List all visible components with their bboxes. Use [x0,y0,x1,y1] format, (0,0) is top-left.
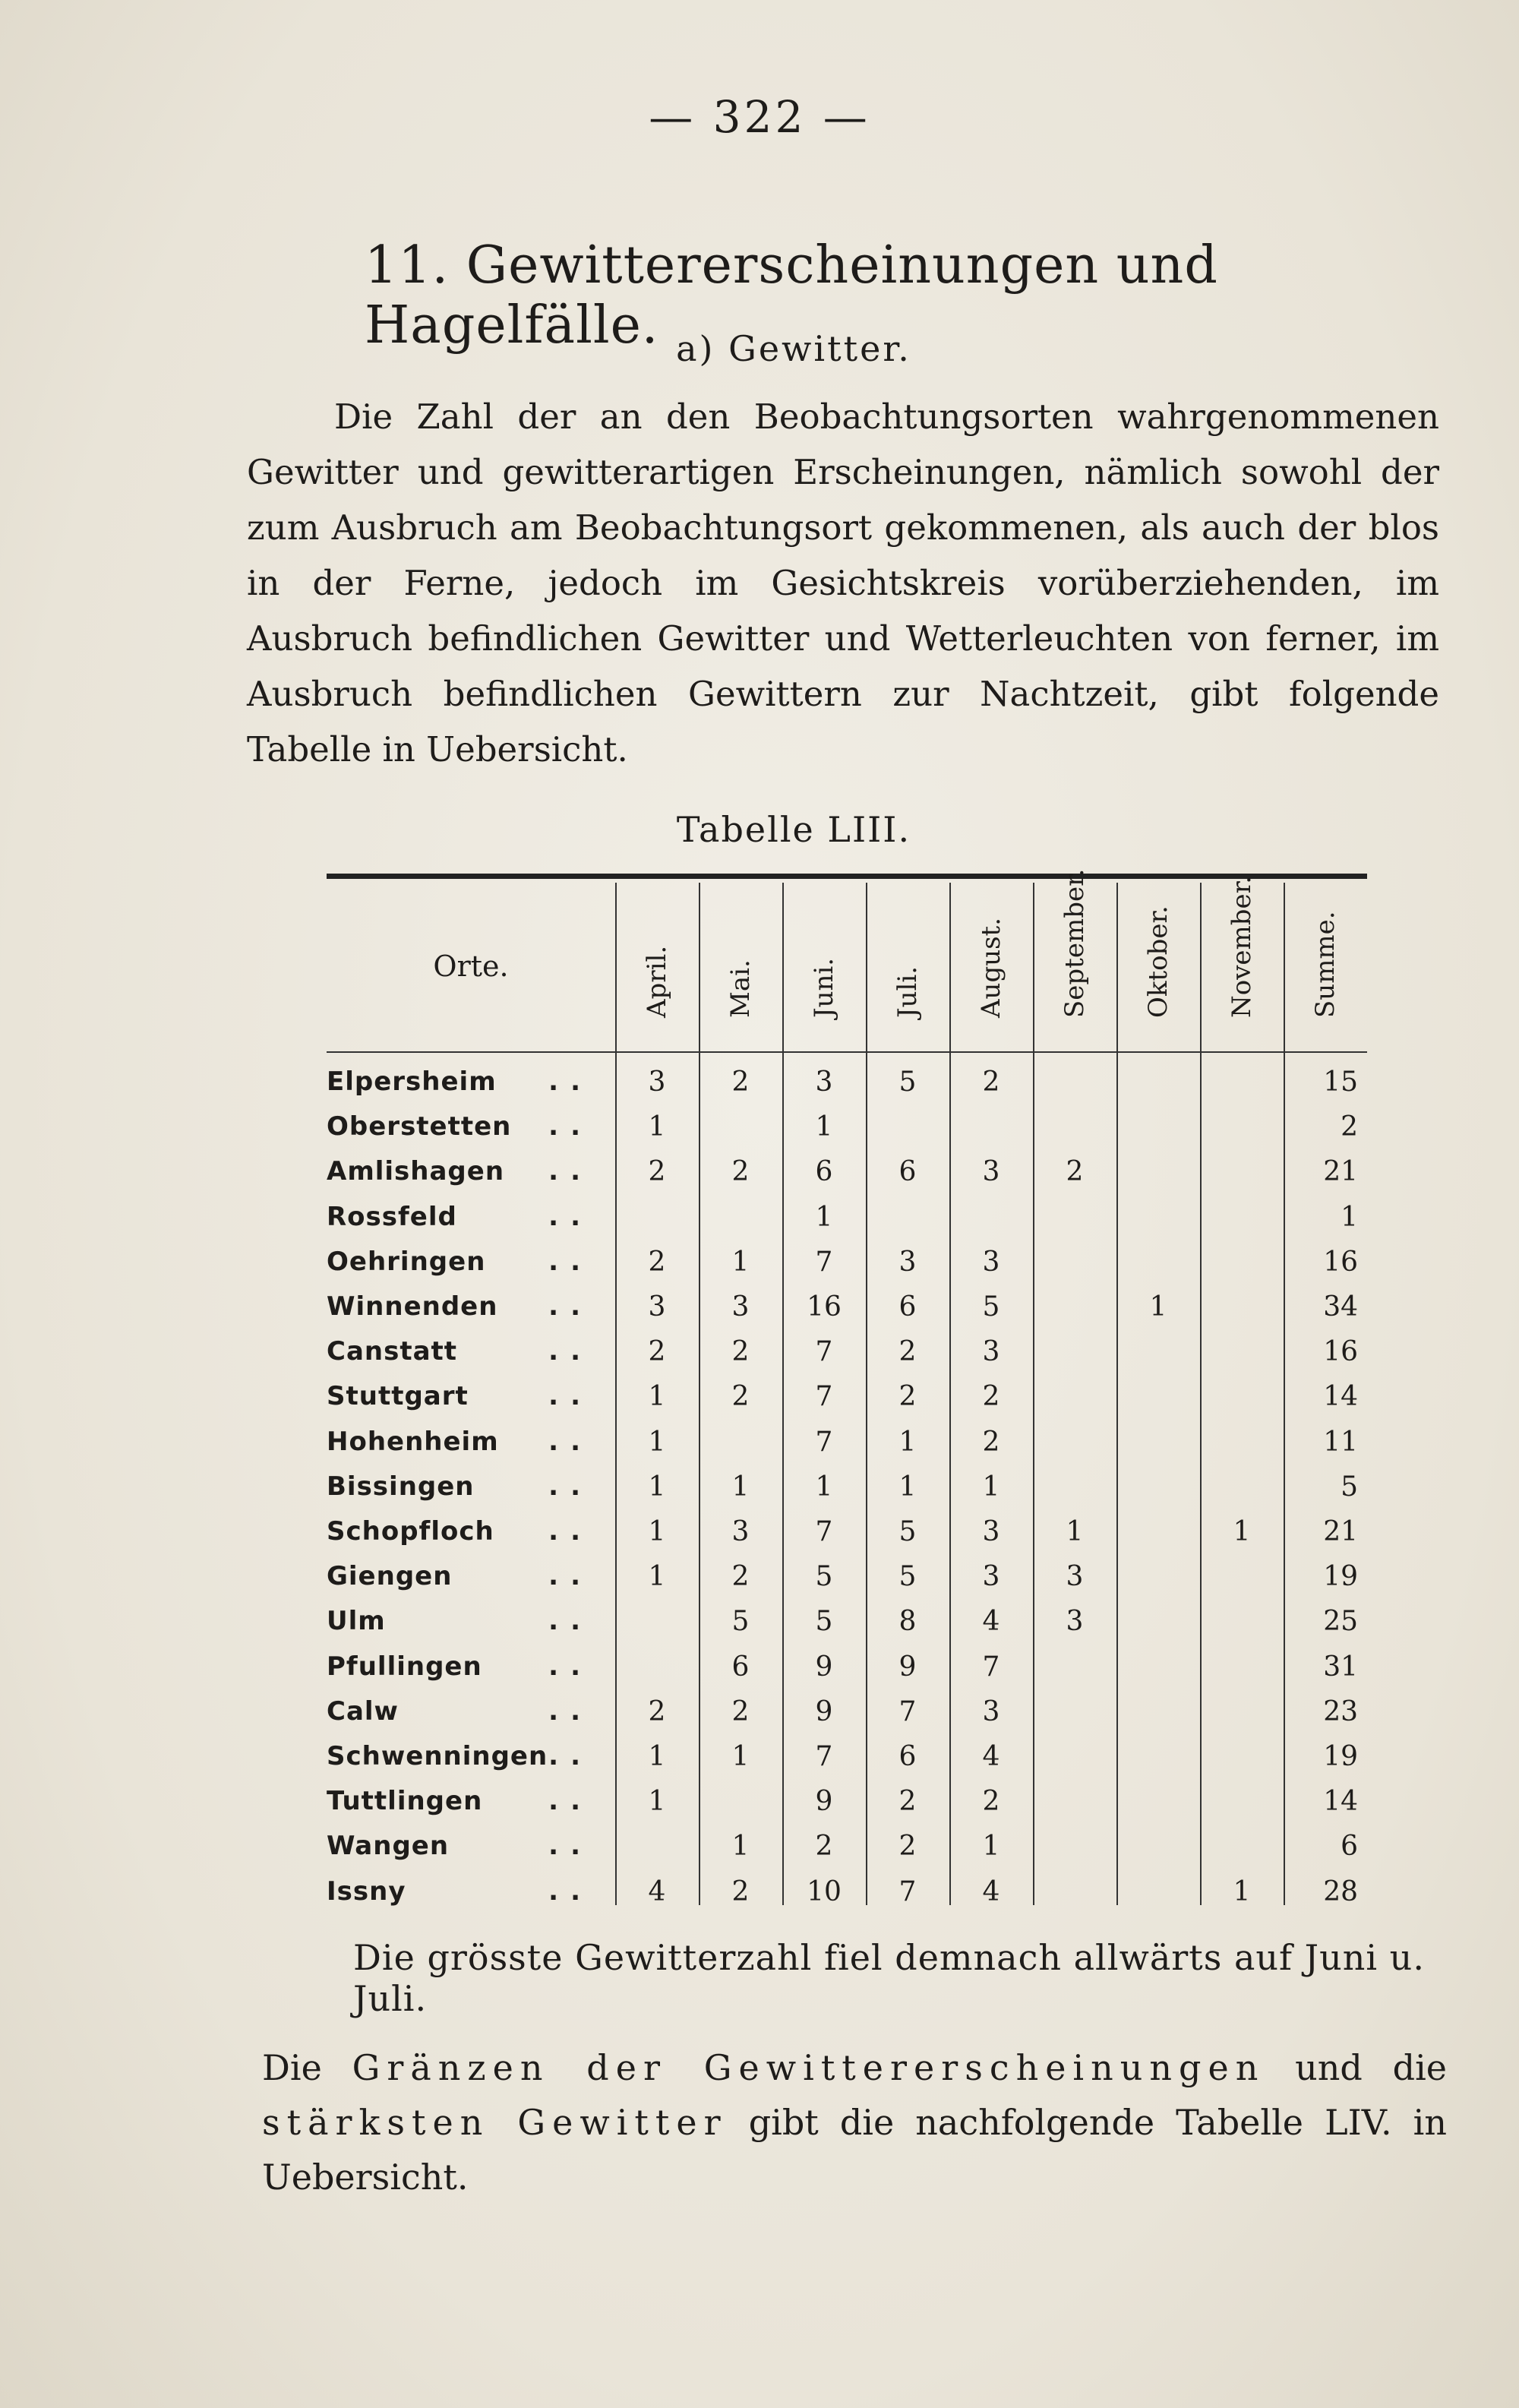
count-cell [1116,1329,1200,1374]
count-cell: 9 [815,1786,833,1818]
count-cell: 16 [807,1291,842,1323]
count-cell: 1 [1066,1516,1084,1547]
sum-cell: 34 [1323,1291,1358,1323]
table-row [327,1240,1367,1285]
month-label: November. [1227,876,1257,1018]
count-cell [1200,1195,1284,1240]
count-cell: 1 [648,1741,666,1772]
sum-cell: 14 [1323,1381,1358,1413]
count-cell: 4 [982,1741,1000,1772]
count-cell: 5 [731,1606,750,1638]
count-cell: 1 [1149,1291,1167,1323]
count-cell: 1 [648,1111,666,1143]
table-row [327,1149,1367,1194]
table-header-places: Orte. [433,950,509,983]
count-cell [1116,1509,1200,1554]
place-name [327,1734,615,1779]
place-name [327,1599,615,1644]
count-cell [1033,1465,1116,1509]
count-cell: 2 [731,1695,750,1727]
count-cell [1200,1420,1284,1465]
count-cell: 2 [898,1336,917,1368]
count-cell [1200,1554,1284,1599]
sum-cell: 21 [1323,1156,1358,1188]
count-cell [1200,1824,1284,1869]
count-cell: 1 [1233,1876,1251,1907]
leader-dots: .. [548,1516,592,1547]
count-cell: 4 [982,1606,1000,1638]
table-month-header [699,889,782,1048]
count-cell [615,1599,699,1644]
count-cell: 2 [898,1381,917,1413]
count-cell [1116,1689,1200,1734]
place-name [327,1060,615,1104]
count-cell: 6 [815,1156,833,1188]
leader-dots: .. [548,1156,592,1187]
count-cell: 2 [982,1067,1000,1098]
sum-cell: 23 [1323,1695,1358,1727]
leader-dots: .. [548,1786,592,1817]
table-month-header [1033,868,1116,1048]
count-cell [1033,1104,1116,1149]
count-cell: 3 [1066,1561,1084,1593]
count-cell: 2 [898,1786,917,1818]
count-cell: 2 [982,1786,1000,1818]
count-cell: 2 [731,1876,750,1907]
table-row [327,1374,1367,1419]
place-name [327,1779,615,1824]
count-cell: 6 [898,1291,917,1323]
count-cell [1200,1329,1284,1374]
place-name [327,1149,615,1194]
count-cell: 7 [815,1381,833,1413]
count-cell [1033,1824,1116,1869]
place-name [327,1240,615,1285]
place-name [327,1689,615,1734]
count-cell: 1 [648,1471,666,1503]
count-cell: 4 [648,1876,666,1907]
place-label: Rossfeld [327,1201,457,1232]
place-label: Elpersheim [327,1067,497,1097]
section-subheading: a) Gewitter. [676,328,911,369]
leader-dots: .. [548,1111,592,1142]
month-label: August. [976,917,1006,1018]
sum-cell: 2 [1341,1111,1358,1143]
count-cell: 2 [731,1067,750,1098]
count-cell: 1 [982,1831,1000,1863]
count-cell: 3 [982,1695,1000,1727]
count-cell: 6 [898,1156,917,1188]
place-name [327,1329,615,1374]
table-row [327,1420,1367,1465]
leader-dots: .. [548,1741,592,1771]
count-cell: 3 [731,1291,750,1323]
place-label: Schwenningen [327,1741,548,1771]
count-cell: 3 [1066,1606,1084,1638]
place-name [327,1554,615,1599]
count-cell: 7 [815,1516,833,1547]
table-month-header [949,889,1033,1048]
table-row [327,1465,1367,1509]
count-cell [699,1104,782,1149]
sum-cell: 11 [1323,1426,1358,1458]
count-cell: 1 [648,1381,666,1413]
count-cell [1116,1734,1200,1779]
leader-dots: .. [548,1606,592,1637]
place-name [327,1420,615,1465]
count-cell [1116,1779,1200,1824]
sum-cell: 19 [1323,1561,1358,1593]
count-cell: 3 [982,1246,1000,1278]
count-cell: 1 [731,1471,750,1503]
month-label: April. [642,945,672,1018]
count-cell [1200,1689,1284,1734]
closing-spaced-1: Gränzen der Gewittererscheinungen [352,2047,1265,2088]
count-cell [1200,1599,1284,1644]
count-cell: 3 [982,1336,1000,1368]
count-cell [699,1195,782,1240]
sum-cell: 25 [1323,1606,1358,1638]
count-cell [1116,1645,1200,1689]
count-cell [1033,1060,1116,1104]
count-cell [1116,1060,1200,1104]
count-cell: 10 [807,1876,842,1907]
table-month-header [866,889,949,1048]
place-name [327,1374,615,1419]
sum-cell: 19 [1323,1741,1358,1772]
table-row [327,1195,1367,1240]
count-cell: 1 [815,1201,833,1233]
place-name [327,1645,615,1689]
count-cell: 5 [815,1606,833,1638]
table-month-header [1284,889,1367,1048]
count-cell [866,1104,949,1149]
count-cell: 3 [898,1246,917,1278]
count-cell [1033,1240,1116,1285]
count-cell: 2 [648,1336,666,1368]
leader-dots: .. [548,1471,592,1502]
count-cell: 3 [815,1067,833,1098]
leader-dots: .. [548,1067,592,1097]
count-cell [1116,1240,1200,1285]
leader-dots: .. [548,1426,592,1457]
table-row [327,1869,1367,1914]
count-cell [1033,1734,1116,1779]
place-label: Oehringen [327,1246,486,1277]
place-name [327,1824,615,1869]
place-name [327,1465,615,1509]
count-cell: 7 [815,1426,833,1458]
place-label: Ulm [327,1606,386,1637]
month-label: Summe. [1310,911,1341,1018]
table-month-header [615,889,699,1048]
count-cell: 5 [815,1561,833,1593]
count-cell: 3 [731,1516,750,1547]
table-month-header [782,889,866,1048]
table-row [327,1104,1367,1149]
count-cell [1116,1374,1200,1419]
leader-dots: .. [548,1246,592,1277]
count-cell: 1 [648,1561,666,1593]
table-title: Tabelle LIII. [676,809,911,850]
count-cell: 9 [815,1695,833,1727]
count-cell: 2 [731,1381,750,1413]
month-label: September. [1060,868,1090,1018]
count-cell: 9 [815,1651,833,1683]
sum-cell: 16 [1323,1246,1358,1278]
leader-dots: .. [548,1695,592,1727]
count-cell: 2 [1066,1156,1084,1188]
count-cell: 2 [982,1381,1000,1413]
count-cell: 7 [898,1695,917,1727]
count-cell: 2 [648,1156,666,1188]
count-cell [1116,1420,1200,1465]
count-cell [1033,1420,1116,1465]
closing-text-1: Die [262,2047,322,2088]
count-cell: 1 [815,1111,833,1143]
sum-cell: 1 [1341,1201,1358,1233]
summary-line: Die grösste Gewitterzahl fiel demnach allwärts auf Juni u. Juli. [353,1937,1425,2019]
count-cell: 9 [898,1651,917,1683]
count-cell [1200,1734,1284,1779]
count-cell [1033,1195,1116,1240]
count-cell [1033,1285,1116,1329]
leader-dots: .. [548,1876,592,1907]
table-row [327,1734,1367,1779]
count-cell [866,1195,949,1240]
count-cell: 3 [982,1156,1000,1188]
count-cell: 3 [982,1561,1000,1593]
count-cell [1200,1374,1284,1419]
table-row [327,1285,1367,1329]
leader-dots: .. [548,1291,592,1322]
count-cell [1116,1465,1200,1509]
closing-spaced-2: stärksten Gewitter [262,2102,728,2143]
place-label: Schopfloch [327,1516,494,1547]
table-row [327,1689,1367,1734]
count-cell: 7 [982,1651,1000,1683]
count-cell [1033,1374,1116,1419]
count-cell [1116,1824,1200,1869]
count-cell: 1 [898,1471,917,1503]
table-row [327,1060,1367,1104]
count-cell: 7 [898,1876,917,1907]
count-cell [1033,1329,1116,1374]
month-label: Juli. [892,965,923,1018]
count-cell [1200,1060,1284,1104]
count-cell [699,1779,782,1824]
place-label: Canstatt [327,1336,458,1367]
leader-dots: .. [548,1336,592,1367]
table-row [327,1329,1367,1374]
count-cell: 2 [982,1426,1000,1458]
count-cell: 2 [731,1336,750,1368]
count-cell: 2 [648,1246,666,1278]
count-cell: 3 [648,1067,666,1098]
count-cell [615,1824,699,1869]
count-cell: 1 [731,1741,750,1772]
count-cell [1200,1104,1284,1149]
place-label: Tuttlingen [327,1786,483,1817]
sum-cell: 6 [1341,1831,1358,1863]
count-cell: 1 [982,1471,1000,1503]
leader-dots: .. [548,1381,592,1412]
table-row [327,1599,1367,1644]
month-label: Mai. [725,959,756,1018]
table-month-header [1116,889,1200,1048]
leader-dots: .. [548,1831,592,1862]
table-top-rule [327,874,1367,879]
sum-cell: 14 [1323,1786,1358,1818]
count-cell: 1 [731,1246,750,1278]
count-cell [699,1420,782,1465]
sum-cell: 31 [1323,1651,1358,1683]
place-label: Stuttgart [327,1381,469,1412]
place-name [327,1104,615,1149]
count-cell: 5 [982,1291,1000,1323]
count-cell [949,1195,1033,1240]
table-row [327,1824,1367,1869]
leader-dots: .. [548,1561,592,1592]
count-cell: 1 [1233,1516,1251,1547]
closing-paragraph [262,2040,1447,2204]
intro-paragraph: Die Zahl der an den Beobachtungsorten wahrgenommenen Gewitter und gewitterartigen Erscheinungen, nämlich sowohl der zum Ausbruch am Beobachtungsort gekommenen, als auch der blos in der Ferne, jedoch im Gesichtskreis vorüberziehenden, im Ausbruch befindlichen Gewitter und Wetterleuchten von ferner, im Ausbruch befindlichen Gewittern zur Nachtzeit, gibt folgende Tabelle in Uebersicht. [247,397,1439,769]
count-cell: 2 [648,1695,666,1727]
month-label: Oktober. [1143,905,1173,1018]
count-cell: 7 [815,1741,833,1772]
place-name [327,1509,615,1554]
place-label: Wangen [327,1831,450,1862]
table-header-rule [327,1051,1367,1053]
count-cell [1200,1285,1284,1329]
count-cell [1200,1645,1284,1689]
table-row [327,1645,1367,1689]
place-label: Oberstetten [327,1111,512,1142]
count-cell [615,1645,699,1689]
count-cell [1033,1689,1116,1734]
place-name [327,1195,615,1240]
sum-cell: 16 [1323,1336,1358,1368]
count-cell [1200,1465,1284,1509]
count-cell: 2 [731,1561,750,1593]
count-cell: 5 [898,1516,917,1547]
count-cell [1116,1104,1200,1149]
count-cell: 7 [815,1336,833,1368]
count-cell: 1 [648,1786,666,1818]
count-cell: 2 [815,1831,833,1863]
count-cell [1200,1149,1284,1194]
place-label: Winnenden [327,1291,498,1322]
page-number: — 322 — [649,91,870,143]
count-cell [949,1104,1033,1149]
count-cell: 1 [898,1426,917,1458]
count-cell [1033,1645,1116,1689]
count-cell [1033,1869,1116,1914]
count-cell: 6 [898,1741,917,1772]
closing-text-2: und die [1295,2047,1448,2088]
count-cell [1116,1149,1200,1194]
sum-cell: 15 [1323,1067,1358,1098]
count-cell: 6 [731,1651,750,1683]
place-label: Pfullingen [327,1651,482,1682]
count-cell [615,1195,699,1240]
closing-text-3: gibt die nachfolgende Tabelle LIV. in Uebersicht. [262,2102,1447,2198]
table-month-header [1200,876,1284,1048]
month-label: Juni. [809,957,839,1018]
table-row [327,1509,1367,1554]
leader-dots: .. [548,1651,592,1682]
place-label: Issny [327,1876,406,1907]
table-row [327,1779,1367,1824]
place-label: Calw [327,1695,399,1727]
count-cell: 1 [815,1471,833,1503]
count-cell [1200,1779,1284,1824]
count-cell: 1 [648,1426,666,1458]
place-label: Bissingen [327,1471,475,1502]
sum-cell: 21 [1323,1516,1358,1547]
place-label: Hohenheim [327,1426,499,1457]
count-cell: 2 [898,1831,917,1863]
count-cell: 5 [898,1561,917,1593]
count-cell: 2 [731,1156,750,1188]
place-name [327,1869,615,1914]
count-cell: 8 [898,1606,917,1638]
count-cell: 1 [648,1516,666,1547]
count-cell: 4 [982,1876,1000,1907]
sum-cell: 5 [1341,1471,1358,1503]
count-cell [1033,1779,1116,1824]
count-cell: 5 [898,1067,917,1098]
count-cell [1116,1554,1200,1599]
leader-dots: .. [548,1201,592,1232]
count-cell: 3 [648,1291,666,1323]
count-cell [1116,1869,1200,1914]
table-row [327,1554,1367,1599]
sum-cell: 28 [1323,1876,1358,1907]
section-heading: 11. Gewittererscheinungen und Hagelfälle. [365,235,1218,356]
count-cell [1200,1240,1284,1285]
count-cell [1116,1599,1200,1644]
count-cell: 7 [815,1246,833,1278]
count-cell: 1 [731,1831,750,1863]
place-name [327,1285,615,1329]
place-label: Giengen [327,1561,453,1592]
place-label: Amlishagen [327,1156,505,1187]
count-cell [1116,1195,1200,1240]
count-cell: 3 [982,1516,1000,1547]
